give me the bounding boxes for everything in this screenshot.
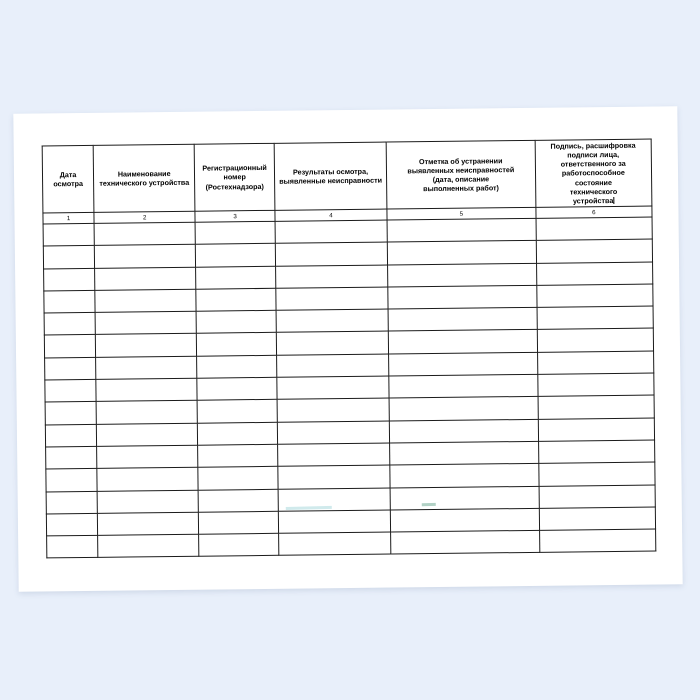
table-cell[interactable] <box>277 376 389 400</box>
column-number-1: 1 <box>43 212 94 224</box>
text-caret <box>613 197 614 204</box>
column-number-6: 6 <box>536 206 652 218</box>
table-cell[interactable] <box>537 306 654 330</box>
table-cell[interactable] <box>537 329 654 353</box>
table-cell[interactable] <box>389 397 538 421</box>
column-header-responsible-signature: Подпись, расшифровка подписи лица, ответственного за работоспособное состояние технического устройства <box>535 139 652 207</box>
table-cell[interactable] <box>45 402 96 425</box>
table-cell[interactable] <box>277 421 389 445</box>
table-cell[interactable] <box>537 373 654 397</box>
table-cell[interactable] <box>276 332 388 356</box>
table-cell[interactable] <box>276 287 388 311</box>
table-cell[interactable] <box>389 419 538 443</box>
table-cell[interactable] <box>96 401 197 424</box>
table-cell[interactable] <box>94 245 195 268</box>
table-cell[interactable] <box>278 488 390 512</box>
table-cell[interactable] <box>195 221 275 244</box>
table-cell[interactable] <box>277 354 389 378</box>
table-cell[interactable] <box>45 379 96 402</box>
table-cell[interactable] <box>278 443 390 467</box>
table-cell[interactable] <box>387 218 536 242</box>
column-number-4: 4 <box>275 209 387 221</box>
table-cell[interactable] <box>96 423 197 446</box>
table-cell[interactable] <box>197 333 277 356</box>
table-cell[interactable] <box>199 511 279 534</box>
column-header-inspection-results: Результаты осмотра, выявленные неисправности <box>274 142 387 210</box>
table-cell[interactable] <box>45 357 96 380</box>
table-cell[interactable] <box>390 464 539 488</box>
table-cell[interactable] <box>44 313 95 336</box>
table-cell[interactable] <box>45 424 96 447</box>
table-cell[interactable] <box>47 536 98 559</box>
table-cell[interactable] <box>388 285 537 309</box>
table-cell[interactable] <box>389 352 538 376</box>
table-cell[interactable] <box>43 246 94 269</box>
column-number-2: 2 <box>94 211 195 223</box>
table-cell[interactable] <box>536 284 653 308</box>
table-cell[interactable] <box>197 355 277 378</box>
page-content-area <box>42 139 657 552</box>
table-cell[interactable] <box>44 290 95 313</box>
table-cell[interactable] <box>390 486 539 510</box>
table-cell[interactable] <box>389 374 538 398</box>
table-cell[interactable] <box>95 311 196 334</box>
table-cell[interactable] <box>536 262 653 286</box>
table-cell[interactable] <box>390 508 539 532</box>
table-cell[interactable] <box>97 445 198 468</box>
table-cell[interactable] <box>278 510 390 534</box>
table-cell[interactable] <box>198 489 278 512</box>
table-cell[interactable] <box>538 395 655 419</box>
table-cell[interactable] <box>43 223 94 246</box>
table-cell[interactable] <box>387 241 536 265</box>
document-page <box>13 106 682 592</box>
table-cell[interactable] <box>536 217 653 241</box>
column-header-registration-number: Регистрационный номер (Ростехнадзора) <box>194 143 275 211</box>
table-cell[interactable] <box>537 351 654 375</box>
table-cell[interactable] <box>388 330 537 354</box>
table-cell[interactable] <box>388 263 537 287</box>
table-cell[interactable] <box>198 467 278 490</box>
table-cell[interactable] <box>199 533 279 556</box>
column-header-defect-elimination: Отметка об устранении выявленных неисправностей (дата, описание выполненных работ) <box>386 140 535 209</box>
table-cell[interactable] <box>96 356 197 379</box>
table-cell[interactable] <box>388 308 537 332</box>
table-cell[interactable] <box>197 377 277 400</box>
table-cell[interactable] <box>536 239 653 263</box>
table-cell[interactable] <box>538 440 655 464</box>
table-cell[interactable] <box>197 400 277 423</box>
table-cell[interactable] <box>98 534 199 557</box>
table-cell[interactable] <box>278 465 390 489</box>
table-cell[interactable] <box>276 265 388 289</box>
table-cell[interactable] <box>196 311 276 334</box>
table-cell[interactable] <box>46 469 97 492</box>
header-row <box>42 139 652 213</box>
table-cell[interactable] <box>198 444 278 467</box>
table-cell[interactable] <box>46 491 97 514</box>
table-cell[interactable] <box>275 220 387 244</box>
table-cell[interactable] <box>196 288 276 311</box>
table-header <box>42 139 652 224</box>
column-number-3: 3 <box>195 210 275 222</box>
table-cell[interactable] <box>97 490 198 513</box>
table-cell[interactable] <box>95 267 196 290</box>
table-cell[interactable] <box>196 244 276 267</box>
table-cell[interactable] <box>95 289 196 312</box>
table-cell[interactable] <box>277 398 389 422</box>
table-cell[interactable] <box>279 532 391 556</box>
table-body <box>43 217 656 558</box>
table-cell[interactable] <box>96 378 197 401</box>
table-cell[interactable] <box>538 462 655 486</box>
table-cell[interactable] <box>539 529 656 553</box>
table-cell[interactable] <box>95 334 196 357</box>
table-cell[interactable] <box>97 467 198 490</box>
inspection-journal-table <box>42 139 657 559</box>
table-cell[interactable] <box>390 441 539 465</box>
table-cell[interactable] <box>539 507 656 531</box>
table-cell[interactable] <box>391 530 540 554</box>
column-header-device-name: Наименование технического устройства <box>93 144 195 212</box>
table-cell[interactable] <box>46 446 97 469</box>
table-cell[interactable] <box>539 485 656 509</box>
table-cell[interactable] <box>538 418 655 442</box>
table-cell[interactable] <box>94 222 195 245</box>
table-cell[interactable] <box>276 309 388 333</box>
table-cell[interactable] <box>196 266 276 289</box>
table-cell[interactable] <box>46 513 97 536</box>
table-cell[interactable] <box>44 335 95 358</box>
column-number-5: 5 <box>387 207 536 220</box>
table-cell[interactable] <box>97 512 198 535</box>
table-cell[interactable] <box>198 422 278 445</box>
table-cell[interactable] <box>44 268 95 291</box>
column-header-date: Дата осмотра <box>42 145 94 213</box>
table-cell[interactable] <box>275 242 387 266</box>
